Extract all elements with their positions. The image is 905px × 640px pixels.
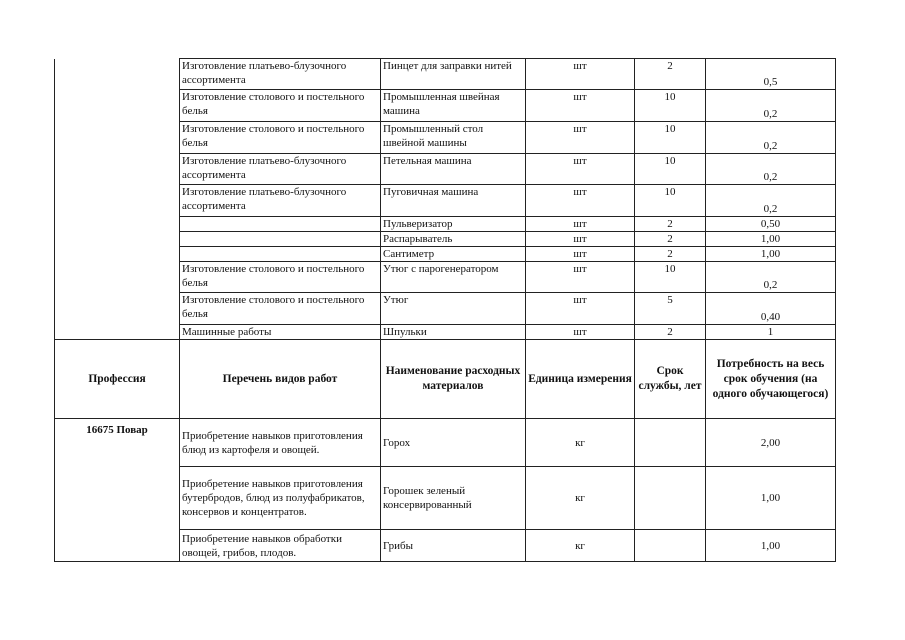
need-cell: 1,00 [706,530,836,562]
unit-cell: кг [526,530,635,562]
need-cell: 0,2 [706,90,836,122]
work-cell: Изготовление столового и постельного белья [180,90,381,122]
term-cell [635,530,706,562]
material-cell: Шпульки [381,325,526,340]
header-works: Перечень видов работ [180,340,381,419]
need-cell: 0,50 [706,217,836,232]
material-cell: Пуговичная машина [381,185,526,217]
work-cell: Изготовление платьево-блузочного ассортимента [180,59,381,90]
unit-cell: шт [526,217,635,232]
unit-cell: кг [526,419,635,467]
table-row [55,419,836,467]
need-cell: 1,00 [706,247,836,262]
work-cell [180,247,381,262]
unit-cell: шт [526,232,635,247]
unit-cell: шт [526,293,635,325]
table-row [55,59,836,90]
work-cell: Приобретение навыков приготовления бутербродов, блюд из полуфабрикатов, консервов и концентратов. [180,467,381,530]
material-cell: Пинцет для заправки нитей [381,59,526,90]
term-cell: 2 [635,325,706,340]
material-cell: Распарыватель [381,232,526,247]
material-cell: Горошек зеленый консервированный [381,467,526,530]
header-unit: Единица измерения [526,340,635,419]
work-cell: Изготовление столового и постельного белья [180,293,381,325]
need-cell: 0,2 [706,154,836,185]
need-cell: 0,2 [706,122,836,154]
profession-cell-empty [55,59,180,340]
work-cell: Изготовление платьево-блузочного ассортимента [180,154,381,185]
need-cell: 1,00 [706,467,836,530]
unit-cell: кг [526,467,635,530]
unit-cell: шт [526,262,635,293]
term-cell: 2 [635,232,706,247]
need-cell: 2,00 [706,419,836,467]
material-cell: Утюг с парогенератором [381,262,526,293]
material-cell: Сантиметр [381,247,526,262]
need-cell: 0,5 [706,59,836,90]
unit-cell: шт [526,154,635,185]
need-cell: 1 [706,325,836,340]
upper-section [55,59,836,340]
header-profession: Профессия [55,340,180,419]
term-cell: 2 [635,247,706,262]
materials-table [54,58,836,562]
work-cell [180,232,381,247]
material-cell: Промышленная швейная машина [381,90,526,122]
need-cell: 0,40 [706,293,836,325]
term-cell [635,419,706,467]
unit-cell: шт [526,122,635,154]
material-cell: Утюг [381,293,526,325]
header-need: Потребность на весь срок обучения (на одного обучающегося) [706,340,836,419]
header-term: Срок службы, лет [635,340,706,419]
header-materials: Наименование расходных материалов [381,340,526,419]
header-section [55,340,836,419]
work-cell: Изготовление платьево-блузочного ассортимента [180,185,381,217]
work-cell: Машинные работы [180,325,381,340]
lower-section [55,419,836,562]
term-cell: 2 [635,59,706,90]
term-cell: 5 [635,293,706,325]
unit-cell: шт [526,325,635,340]
profession-name: 16675 Повар [55,419,180,562]
work-cell [180,217,381,232]
unit-cell: шт [526,185,635,217]
material-cell: Промышленный стол швейной машины [381,122,526,154]
material-cell: Грибы [381,530,526,562]
term-cell: 10 [635,154,706,185]
term-cell: 10 [635,262,706,293]
work-cell: Изготовление столового и постельного белья [180,122,381,154]
need-cell: 0,2 [706,185,836,217]
term-cell: 2 [635,217,706,232]
document-page [54,58,835,562]
work-cell: Изготовление столового и постельного белья [180,262,381,293]
material-cell: Горох [381,419,526,467]
need-cell: 1,00 [706,232,836,247]
unit-cell: шт [526,90,635,122]
table-header-row [55,340,836,419]
term-cell [635,467,706,530]
term-cell: 10 [635,90,706,122]
unit-cell: шт [526,247,635,262]
unit-cell: шт [526,59,635,90]
need-cell: 0,2 [706,262,836,293]
material-cell: Пульверизатор [381,217,526,232]
work-cell: Приобретение навыков приготовления блюд из картофеля и овощей. [180,419,381,467]
material-cell: Петельная машина [381,154,526,185]
term-cell: 10 [635,185,706,217]
work-cell: Приобретение навыков обработки овощей, грибов, плодов. [180,530,381,562]
term-cell: 10 [635,122,706,154]
